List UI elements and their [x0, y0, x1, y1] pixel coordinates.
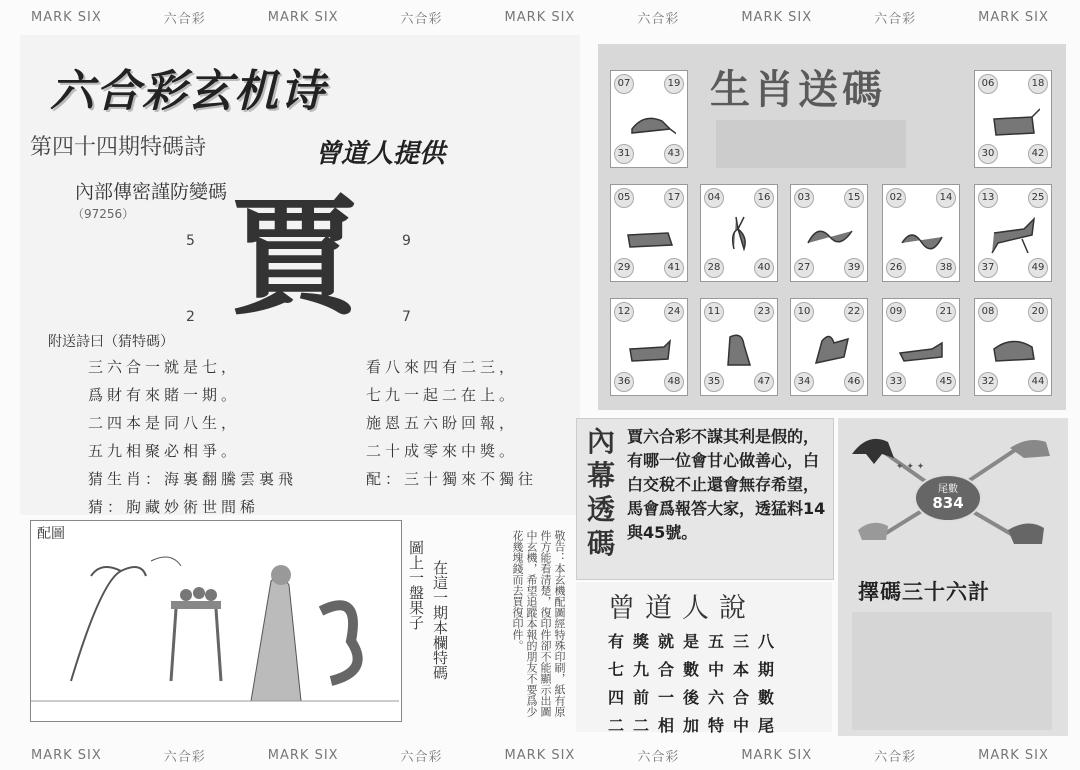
strategy-heading: 擇碼三十六計 [858, 580, 990, 604]
daoren-line: 有獎就是五三八 [608, 632, 784, 651]
zodiac-number: 22 [844, 302, 864, 322]
banner-text: 六合彩 [874, 749, 917, 765]
poem-line: 猜：朐藏妙術世間稀 [88, 498, 260, 516]
banner-text: MARK SIX [267, 747, 339, 763]
zodiac-number: 07 [614, 74, 634, 94]
tail-number-value: 834 [932, 494, 964, 512]
zodiac-panel [598, 44, 1066, 410]
zodiac-number: 12 [614, 302, 634, 322]
banner-text: MARK SIX [978, 9, 1049, 25]
illustration-box [30, 520, 402, 722]
rat-icon [624, 99, 676, 143]
goat-icon [624, 327, 676, 371]
zodiac-number: 08 [978, 302, 998, 322]
zodiac-card [882, 298, 960, 396]
rabbit-icon [714, 213, 766, 257]
zodiac-number: 11 [704, 302, 724, 322]
zodiac-number: 46 [844, 372, 864, 392]
zodiac-number: 18 [1028, 74, 1048, 94]
poem-line: 二十成零來中獎。 [366, 442, 519, 460]
page-title: 六合彩玄机诗 [50, 66, 326, 117]
zodiac-card [974, 298, 1052, 396]
monkey-icon [714, 327, 766, 371]
zodiac-number: 34 [794, 372, 814, 392]
rooster-icon [804, 327, 856, 371]
tail-number-badge [914, 474, 982, 522]
poem-line: 施恩五六盼回報， [366, 414, 519, 432]
banner-text: MARK SIX [30, 747, 102, 763]
zodiac-number: 13 [978, 188, 998, 208]
poem-right [366, 353, 537, 493]
zodiac-number: 33 [886, 372, 906, 392]
zodiac-number: 25 [1028, 188, 1048, 208]
zodiac-card [610, 184, 688, 282]
banner-text: MARK SIX [30, 9, 102, 25]
banner-text: 六合彩 [637, 11, 680, 27]
corner-number: 2 [186, 309, 195, 325]
illustration-label: 配圖 [37, 526, 65, 542]
poem-line: 猜生肖：海裏翻騰雲裏飛 [88, 470, 298, 488]
dog-icon [896, 327, 948, 371]
zodiac-number: 41 [664, 258, 684, 278]
pig-icon [988, 327, 1040, 371]
banner-text: MARK SIX [504, 747, 576, 763]
tiger-icon [624, 213, 676, 257]
zodiac-number: 39 [844, 258, 864, 278]
zodiac-number: 47 [754, 372, 774, 392]
zodiac-number: 36 [614, 372, 634, 392]
left-panel [20, 35, 580, 515]
poem-line: 爲財有來賭一期。 [88, 386, 241, 404]
zodiac-number: 37 [978, 258, 998, 278]
poem-line: 五九相聚必相爭。 [88, 442, 241, 460]
secret-heading: 內部傳密謹防變碼 [75, 181, 228, 203]
banner-text: 六合彩 [400, 749, 443, 765]
zodiac-card [700, 298, 778, 396]
banner-text: MARK SIX [504, 9, 576, 25]
corner-number: 5 [186, 233, 195, 249]
banner-text: 六合彩 [400, 11, 443, 27]
zodiac-number: 42 [1028, 144, 1048, 164]
zodiac-card [974, 70, 1052, 168]
zodiac-number: 40 [754, 258, 774, 278]
banner-text: MARK SIX [978, 747, 1049, 763]
banner-text: MARK SIX [741, 747, 813, 763]
illustration-caption: 在這一期本欄特碼 [431, 560, 449, 680]
zodiac-card [790, 298, 868, 396]
zodiac-card [882, 184, 960, 282]
banner-text: 六合彩 [163, 11, 206, 27]
zodiac-number: 06 [978, 74, 998, 94]
zodiac-number: 16 [754, 188, 774, 208]
zodiac-number: 26 [886, 258, 906, 278]
zodiac-number: 28 [704, 258, 724, 278]
provider-label: 曾道人提供 [315, 139, 446, 169]
horse-icon [988, 213, 1040, 257]
inner-tag: 內幕透碼 [586, 425, 615, 560]
zodiac-number: 44 [1028, 372, 1048, 392]
daoren-line: 七九合數中本期 [608, 660, 784, 679]
zodiac-number: 03 [794, 188, 814, 208]
zodiac-number: 10 [794, 302, 814, 322]
big-character: 賈 [230, 184, 359, 333]
oval-caption: ✦ ✦ ✦ [896, 462, 925, 472]
poem-line: 三六合一就是七， [88, 358, 241, 376]
daoren-box [576, 582, 832, 735]
zodiac-number: 32 [978, 372, 998, 392]
tail-number-label: 尾數 [938, 484, 958, 495]
zodiac-number: 35 [704, 372, 724, 392]
top-banner [0, 6, 1080, 28]
zodiac-number: 21 [936, 302, 956, 322]
daoren-lines [608, 628, 783, 740]
zodiac-subbox [716, 120, 906, 168]
daoren-line: 四前一後六合數 [608, 688, 784, 707]
poem-line: 七九一起二在上。 [366, 386, 519, 404]
zodiac-number: 04 [704, 188, 724, 208]
poem-line: 配：三十獨來不獨往 [366, 470, 538, 488]
zodiac-card [974, 184, 1052, 282]
daoren-title: 曾道人說 [608, 593, 756, 624]
zodiac-card [610, 70, 688, 168]
zodiac-card [790, 184, 868, 282]
zodiac-number: 31 [614, 144, 634, 164]
banner-text: MARK SIX [741, 9, 813, 25]
zodiac-number: 30 [978, 144, 998, 164]
banner-text: 六合彩 [163, 749, 206, 765]
zodiac-number: 02 [886, 188, 906, 208]
zodiac-number: 05 [614, 188, 634, 208]
zodiac-number: 38 [936, 258, 956, 278]
zodiac-number: 48 [664, 372, 684, 392]
poem-left [88, 353, 297, 521]
tail-number-panel [838, 418, 1068, 736]
zodiac-number: 23 [754, 302, 774, 322]
corner-number: 9 [402, 233, 411, 249]
notice-text: 敬告：本玄機配圖經特殊印刷，紙有原件方能看清楚，復印件卻不能顯示出圖中玄機，希望追蹤本報的朋友不要爲少花幾塊錢而去買復印件。 [511, 530, 566, 717]
poem-heading: 附送詩曰（猜特碼） [48, 334, 174, 350]
poem-line: 二四本是同八生， [88, 414, 241, 432]
zodiac-number: 14 [936, 188, 956, 208]
zodiac-number: 20 [1028, 302, 1048, 322]
zodiac-card [610, 298, 688, 396]
bottom-banner [0, 744, 1080, 766]
inner-text: 賈六合彩不謀其利是假的，有哪一位會甘心做善心，白白交稅不止還會無存希望，馬會爲報答大家，透猛料14與45號。 [627, 427, 826, 542]
banner-text: 六合彩 [637, 749, 680, 765]
banner-text: 六合彩 [874, 11, 917, 27]
banner-text: MARK SIX [267, 9, 339, 25]
code-label: （97256） [72, 207, 135, 221]
issue-heading: 第四十四期特碼詩 [30, 135, 207, 160]
zodiac-number: 45 [936, 372, 956, 392]
zodiac-number: 29 [614, 258, 634, 278]
ox-icon [988, 99, 1040, 143]
daoren-line: 二二相加特中尾 [608, 716, 784, 735]
zodiac-number: 27 [794, 258, 814, 278]
dragon-icon [804, 213, 856, 257]
zodiac-number: 09 [886, 302, 906, 322]
fruit-offering-illustration [31, 521, 399, 719]
inner-tip-box [576, 418, 834, 580]
zodiac-card [700, 184, 778, 282]
snake-icon [896, 213, 948, 257]
zodiac-number: 17 [664, 188, 684, 208]
zodiac-number: 43 [664, 144, 684, 164]
zodiac-number: 15 [844, 188, 864, 208]
poem-line: 看八來四有二三， [366, 358, 519, 376]
zodiac-number: 49 [1028, 258, 1048, 278]
zodiac-number: 19 [664, 74, 684, 94]
strategy-grid [852, 612, 1052, 730]
zodiac-number: 24 [664, 302, 684, 322]
corner-number: 7 [402, 309, 411, 325]
illustration-caption: 圖上一盤果子 [407, 540, 425, 630]
zodiac-title: 生肖送碼 [710, 67, 886, 113]
